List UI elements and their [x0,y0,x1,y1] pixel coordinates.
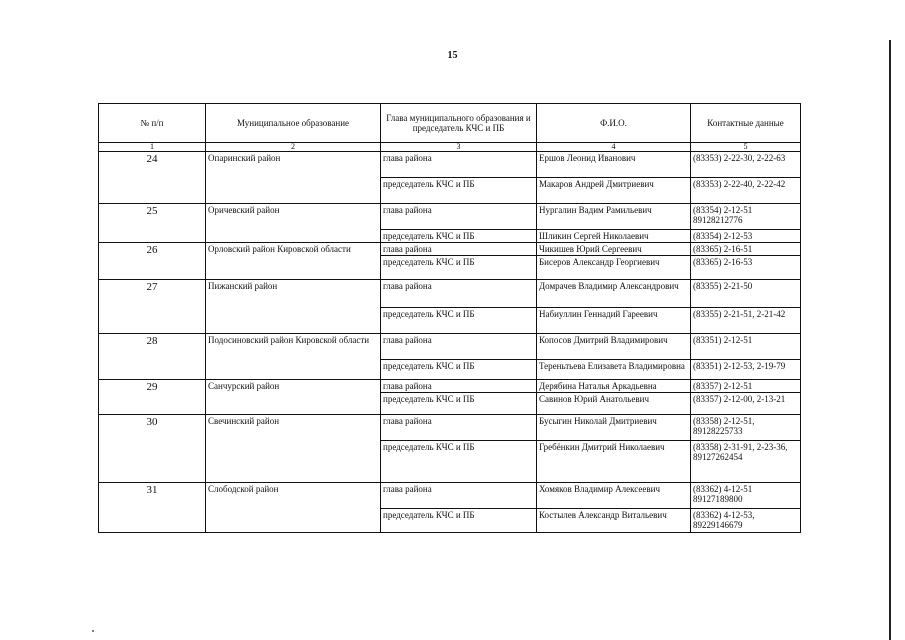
role-cell: председатель КЧС и ПБ [381,308,537,334]
header-cell-contact: Контактные данные [691,104,801,143]
name-cell: Савинов Юрий Анатольевич [537,393,691,415]
table-row [99,380,801,393]
officials-table [98,103,801,533]
role-cell: глава района [381,380,537,393]
name-cell: Хомяков Владимир Алексеевич [537,483,691,509]
name-cell: Тереньтьева Елизавета Владимировна [537,360,691,380]
table-body [99,143,801,533]
municipality-cell: Орловский район Кировской области [206,243,381,280]
municipality-cell: Опаринский район [206,152,381,204]
role-cell: председатель КЧС и ПБ [381,441,537,483]
name-cell: Копосов Дмитрий Владимирович [537,334,691,360]
municipality-cell: Подосиновский район Кировской области [206,334,381,380]
column-number: 3 [381,143,537,152]
name-cell: Гребёнкин Дмитрий Николаевич [537,441,691,483]
role-cell: глава района [381,204,537,230]
column-number: 4 [537,143,691,152]
scan-edge-line [889,40,891,640]
contact-cell: (83351) 2-12-51 [691,334,801,360]
contact-cell: (83354) 2-12-51 89128212776 [691,204,801,230]
entry-number: 31 [99,483,206,533]
role-cell: глава района [381,243,537,256]
municipality-cell: Оричевский район [206,204,381,243]
municipality-cell: Санчурский район [206,380,381,415]
entry-number: 28 [99,334,206,380]
name-cell: Домрачев Владимир Александрович [537,280,691,308]
entry-number: 29 [99,380,206,415]
table-row [99,415,801,441]
contact-cell: (83357) 2-12-51 [691,380,801,393]
table-row [99,243,801,256]
contact-cell: (83365) 2-16-53 [691,256,801,280]
header-cell-role: Глава муниципального образования и председатель КЧС и ПБ [381,104,537,143]
header-cell-number: № п/п [99,104,206,143]
entry-number: 25 [99,204,206,243]
contact-cell: (83358) 2-12-51, 89128225733 [691,415,801,441]
header-row [99,104,801,143]
name-cell: Макаров Андрей Дмитриевич [537,178,691,204]
municipality-cell: Пижанский район [206,280,381,334]
name-cell: Костылев Александр Витальевич [537,509,691,533]
role-cell: председатель КЧС и ПБ [381,256,537,280]
role-cell: глава района [381,152,537,178]
name-cell: Нургалин Вадим Рамильевич [537,204,691,230]
contact-cell: (83362) 4-12-53, 89229146679 [691,509,801,533]
name-cell: Бусыгин Николай Дмитриевич [537,415,691,441]
page-number: 15 [447,50,458,61]
contact-cell: (83353) 2-22-30, 2-22-63 [691,152,801,178]
table-row [99,280,801,308]
column-number: 5 [691,143,801,152]
entry-number: 24 [99,152,206,204]
contact-cell: (83358) 2-31-91, 2-23-36, 89127262454 [691,441,801,483]
header-cell-name: Ф.И.О. [537,104,691,143]
contact-cell: (83357) 2-12-00, 2-13-21 [691,393,801,415]
role-cell: глава района [381,280,537,308]
contact-cell: (83355) 2-21-51, 2-21-42 [691,308,801,334]
column-number-row [99,143,801,152]
scan-speck [92,630,94,632]
table-row [99,152,801,178]
name-cell: Шликин Сергей Николаевич [537,230,691,243]
table-row [99,334,801,360]
entry-number: 30 [99,415,206,483]
role-cell: председатель КЧС и ПБ [381,509,537,533]
municipality-cell: Свечинский район [206,415,381,483]
table-row [99,204,801,230]
header-cell-municipality: Муниципальное образование [206,104,381,143]
municipality-cell: Слободской район [206,483,381,533]
name-cell: Ершов Леонид Иванович [537,152,691,178]
role-cell: глава района [381,483,537,509]
role-cell: председатель КЧС и ПБ [381,360,537,380]
contact-cell: (83353) 2-22-40, 2-22-42 [691,178,801,204]
column-number: 2 [206,143,381,152]
contact-cell: (83351) 2-12-53, 2-19-79 [691,360,801,380]
role-cell: председатель КЧС и ПБ [381,393,537,415]
role-cell: глава района [381,415,537,441]
table-row [99,483,801,509]
name-cell: Дерябина Наталья Аркадьевна [537,380,691,393]
name-cell: Чикишев Юрий Сергеевич [537,243,691,256]
contact-cell: (83365) 2-16-51 [691,243,801,256]
role-cell: председатель КЧС и ПБ [381,230,537,243]
name-cell: Бисеров Александр Георгиевич [537,256,691,280]
entry-number: 26 [99,243,206,280]
entry-number: 27 [99,280,206,334]
contact-cell: (83362) 4-12-51 89127189800 [691,483,801,509]
role-cell: глава района [381,334,537,360]
name-cell: Набиуллин Геннадий Гареевич [537,308,691,334]
contact-cell: (83355) 2-21-50 [691,280,801,308]
role-cell: председатель КЧС и ПБ [381,178,537,204]
contact-cell: (83354) 2-12-53 [691,230,801,243]
column-number: 1 [99,143,206,152]
